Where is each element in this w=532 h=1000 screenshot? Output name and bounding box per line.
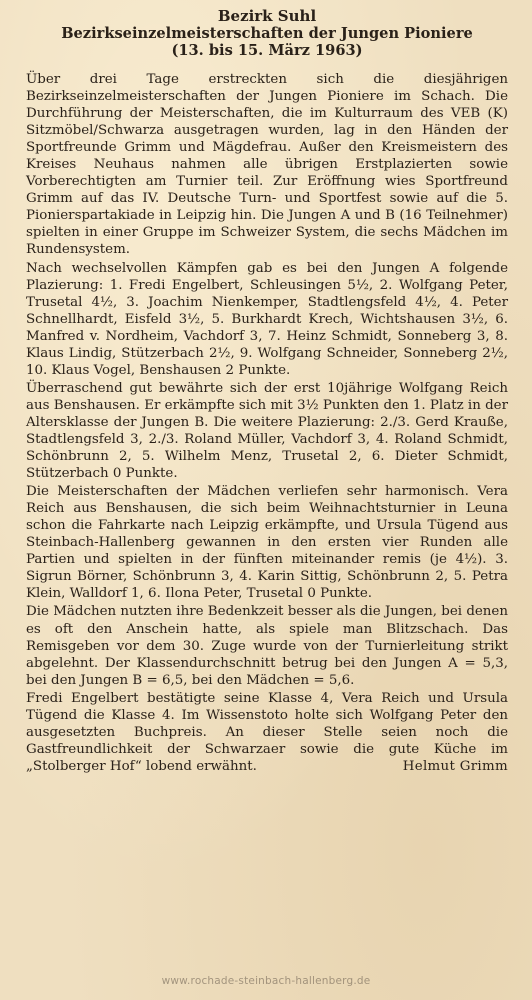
- paragraph-jungen-a: Nach wechselvollen Kämpfen gab es bei den Jungen A folgende Plazierung: 1. Fredi Engelbert, Schleusingen 5½, 2. Wolfgang Peter, Trusetal 4½, 3. Joachim Nienkemper, Stadtlengsfeld 4½, 4. Peter Schnellhardt, Eisfeld 3½, 5. Burkhardt Krech, Wichtshausen 3½, 6. Manfred v. Nordheim, Vachdorf 3, 7. Heinz Schmidt, Sonneberg 3, 8. Klaus Lindig, Stützerbach 2½, 9. Wolfgang Schneider, Sonneberg 2½, 10. Klaus Vogel, Benshausen 2 Punkte.: [26, 260, 508, 378]
- paragraph-bedenkzeit: Die Mädchen nutzten ihre Bedenkzeit besser als die Jungen, bei denen es oft den Anschein hatte, als spiele man Blitzschach. Das Remisgeben vor dem 30. Zuge wurde von der Turnierleitung strikt abgelehnt. Der Klassendurchschnitt betrug bei den Jungen A = 5,3, bei den Jungen B = 6,5, bei den Mädchen = 5,6.: [26, 604, 508, 688]
- article: [26, 8, 508, 776]
- article-title: Bezirkseinzelmeisterschaften der Jungen Pioniere: [61, 25, 473, 42]
- paragraph-intro: Über drei Tage erstreckten sich die diesjährigen Bezirkseinzelmeisterschaften der Jungen Pioniere im Schach. Die Durchführung der Meisterschaften, die im Kulturraum des VEB (K) Sitzmöbel/Schwarza ausgetragen wurden, lag in den Händen der Sportfreunde Grimm und Mägdefrau. Außer den Kreismeistern des Kreises Neuhaus nahmen alle übrigen Erstplazierten sowie Vorberechtigten am Turnier teil. Zur Eröffnung wies Sportfreund Grimm auf das IV. Deutsche Turn- und Sportfest sowie auf die 5. Pionierspartakiade in Leipzig hin. Die Jungen A und B (16 Teilnehmer) spielten in einer Gruppe im Schweizer System, die sechs Mädchen im Rundensystem.: [26, 72, 508, 258]
- article-dates: (13. bis 15. März 1963): [171, 42, 363, 59]
- author-signature: Helmut Grimm: [402, 758, 508, 774]
- paragraph-closing: [26, 690, 508, 775]
- closing-text: Fredi Engelbert bestätigte seine Klasse 4, Vera Reich und Ursula Tügend die Klasse 4. Im Wissenstoto holte sich Wolfgang Peter den ausgesetzten Buchpreis. An dieser Stelle seien noch die Gastfreundlichkeit der Schwarzaer sowie die gute Küche im „Stolberger Hof“ lobend erwähnt.: [26, 690, 508, 774]
- watermark-url: www.rochade-steinbach-hallenberg.de: [161, 975, 371, 987]
- article-region-heading: Bezirk Suhl: [217, 7, 317, 25]
- paragraph-jungen-b: Überraschend gut bewährte sich der erst 10jährige Wolfgang Reich aus Benshausen. Er erkämpfte sich mit 3½ Punkten den 1. Platz in der Altersklasse der Jungen B. Die weitere Plazierung: 2./3. Gerd Krauße, Stadtlengsfeld 3, 2./3. Roland Müller, Vachdorf 3, 4. Roland Schmidt, Schönbrunn 2, 5. Wilhelm Menz, Trusetal 2, 6. Dieter Schmidt, Stützerbach 0 Punkte.: [26, 380, 508, 482]
- paragraph-maedchen: Die Meisterschaften der Mädchen verliefen sehr harmonisch. Vera Reich aus Benshausen, die sich beim Weihnachtsturnier in Leuna schon die Fahrkarte nach Leipzig erkämpfte, und Ursula Tügend aus Steinbach-Hallenberg gewannen in den ersten vier Runden alle Partien und spielten in der fünften miteinander remis (je 4½). 3. Sigrun Börner, Schönbrunn 3, 4. Karin Sittig, Schönbrunn 2, 5. Petra Klein, Walldorf 1, 6. Ilona Peter, Trusetal 0 Punkte.: [26, 484, 508, 602]
